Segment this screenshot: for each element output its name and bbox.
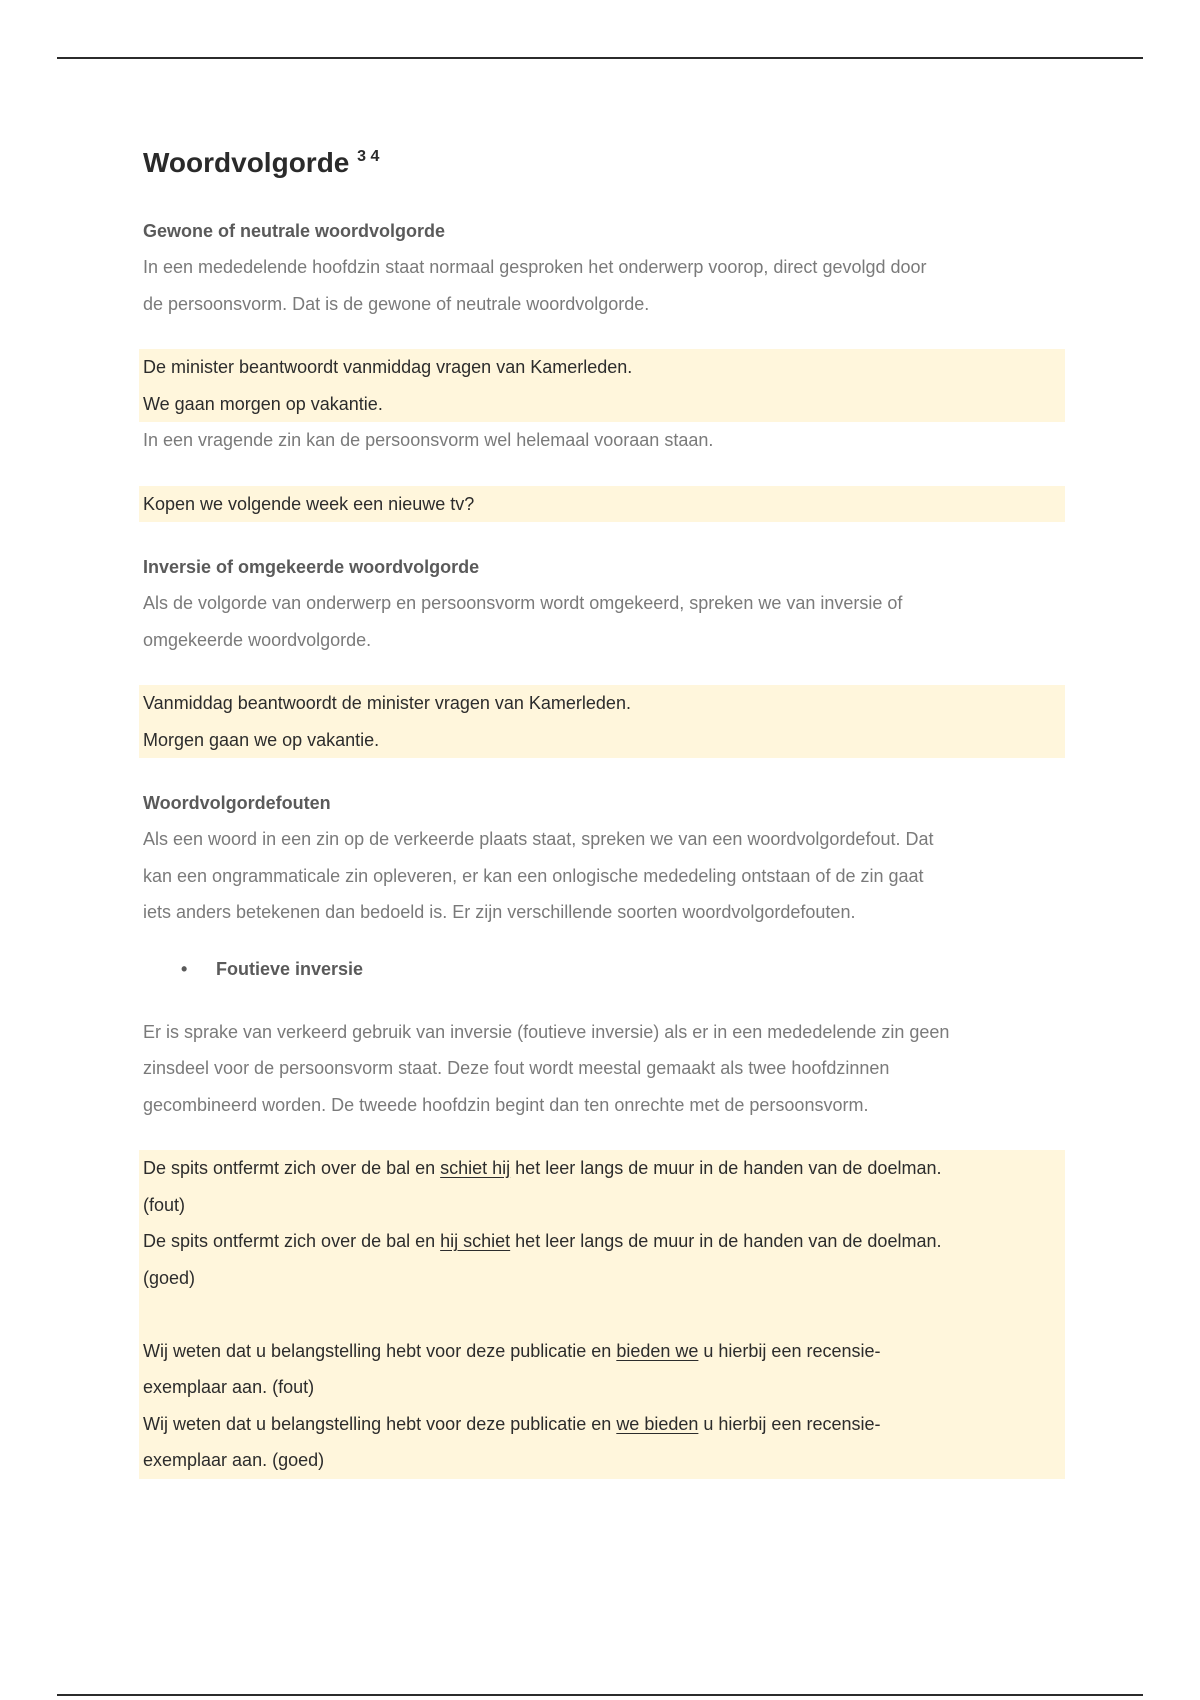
- bullet-text: Foutieve inversie: [216, 958, 364, 979]
- paragraph-line: iets anders betekenen dan bedoeld is. Er zijn verschillende soorten woordvolgordefouten.: [143, 902, 856, 922]
- footnote-refs: 3 4: [357, 148, 380, 165]
- example-sentence: [143, 1150, 1061, 1187]
- example-sentence: We gaan morgen op vakantie.: [143, 393, 383, 414]
- paragraph-line: de persoonsvorm. Dat is de gewone of neutrale woordvolgorde.: [143, 293, 650, 314]
- example-sentence: [143, 1406, 1061, 1443]
- blank-line: [143, 1296, 1061, 1333]
- header-rule: [57, 57, 1143, 59]
- example-sentence: Kopen we volgende week een nieuwe tv?: [143, 493, 475, 514]
- sentence-part: De spits ontfermt zich over de bal en: [143, 1158, 441, 1178]
- page-title: [143, 140, 1061, 186]
- section-neutral-order: [143, 213, 1061, 322]
- sentence-part: het leer langs de muur in de handen van de doelman.: [510, 1231, 942, 1251]
- sentence-part: Wij weten dat u belangstelling hebt voor deze publicatie en: [143, 1340, 617, 1361]
- paragraph-line: Als de volgorde van onderwerp en persoonsvorm wordt omgekeerd, spreken we van inversie of: [143, 593, 903, 613]
- bullet-dot: •: [181, 958, 188, 979]
- section-heading: Inversie of omgekeerde woordvolgorde: [143, 557, 480, 577]
- paragraph-line: kan een ongrammaticale zin opleveren, er kan een onlogische mededeling ontstaan of de zin gaat: [143, 865, 924, 886]
- section-heading: Woordvolgordefouten: [143, 793, 331, 813]
- paragraph-line: Er is sprake van verkeerd gebruik van inversie (foutieve inversie) als er in een mededelende zin geen: [143, 1021, 950, 1042]
- paragraph-line: In een vragende zin kan de persoonsvorm wel helemaal vooraan staan.: [143, 430, 714, 450]
- paragraph: [143, 1014, 1061, 1124]
- example-verdict: exemplaar aan. (fout): [143, 1377, 315, 1397]
- example-sentence: De minister beantwoordt vanmiddag vragen van Kamerleden.: [143, 357, 633, 377]
- example-sentence: Morgen gaan we op vakantie.: [143, 729, 380, 750]
- example-box: [139, 1150, 1065, 1479]
- sentence-part: u hierbij een recensie-: [698, 1340, 881, 1361]
- section-word-order-errors: [143, 785, 1061, 931]
- underlined-words: hij schiet: [440, 1231, 511, 1251]
- bullet-item: [143, 951, 1061, 987]
- section-heading: Gewone of neutrale woordvolgorde: [143, 221, 446, 241]
- underlined-words: schiet hij: [440, 1158, 511, 1178]
- paragraph-line: omgekeerde woordvolgorde.: [143, 629, 372, 650]
- section-inversion: [143, 549, 1061, 658]
- sentence-part: het leer langs de muur in de handen van de doelman.: [510, 1158, 942, 1178]
- example-box: [139, 486, 1065, 523]
- example-verdict: exemplaar aan. (goed): [143, 1450, 325, 1470]
- paragraph-line: zinsdeel voor de persoonsvorm staat. Deze fout wordt meestal gemaakt als twee hoofdzinnen: [143, 1058, 890, 1078]
- footer-rule: [57, 1694, 1143, 1696]
- example-sentence: [143, 1223, 1061, 1260]
- underlined-words: we bieden: [616, 1413, 699, 1434]
- paragraph-line: Als een woord in een zin op de verkeerde plaats staat, spreken we van een woordvolgordefout. Dat: [143, 829, 934, 849]
- example-box: [139, 685, 1065, 758]
- paragraph-line: gecombineerd worden. De tweede hoofdzin begint dan ten onrechte met de persoonsvorm.: [143, 1094, 869, 1115]
- example-sentence: [143, 1333, 1061, 1370]
- page-title-text: Woordvolgorde: [143, 147, 350, 178]
- sentence-part: De spits ontfermt zich over de bal en: [143, 1231, 441, 1251]
- example-box: [139, 349, 1065, 422]
- underlined-words: bieden we: [616, 1340, 699, 1361]
- example-verdict: (fout): [143, 1194, 186, 1215]
- example-verdict: (goed): [143, 1267, 196, 1288]
- document-body: [143, 140, 1061, 1479]
- sentence-part: u hierbij een recensie-: [698, 1413, 881, 1434]
- example-sentence: Vanmiddag beantwoordt de minister vragen van Kamerleden.: [143, 693, 631, 713]
- paragraph-line: In een mededelende hoofdzin staat normaal gesproken het onderwerp voorop, direct gevolgd door: [143, 257, 927, 277]
- sentence-part: Wij weten dat u belangstelling hebt voor deze publicatie en: [143, 1413, 617, 1434]
